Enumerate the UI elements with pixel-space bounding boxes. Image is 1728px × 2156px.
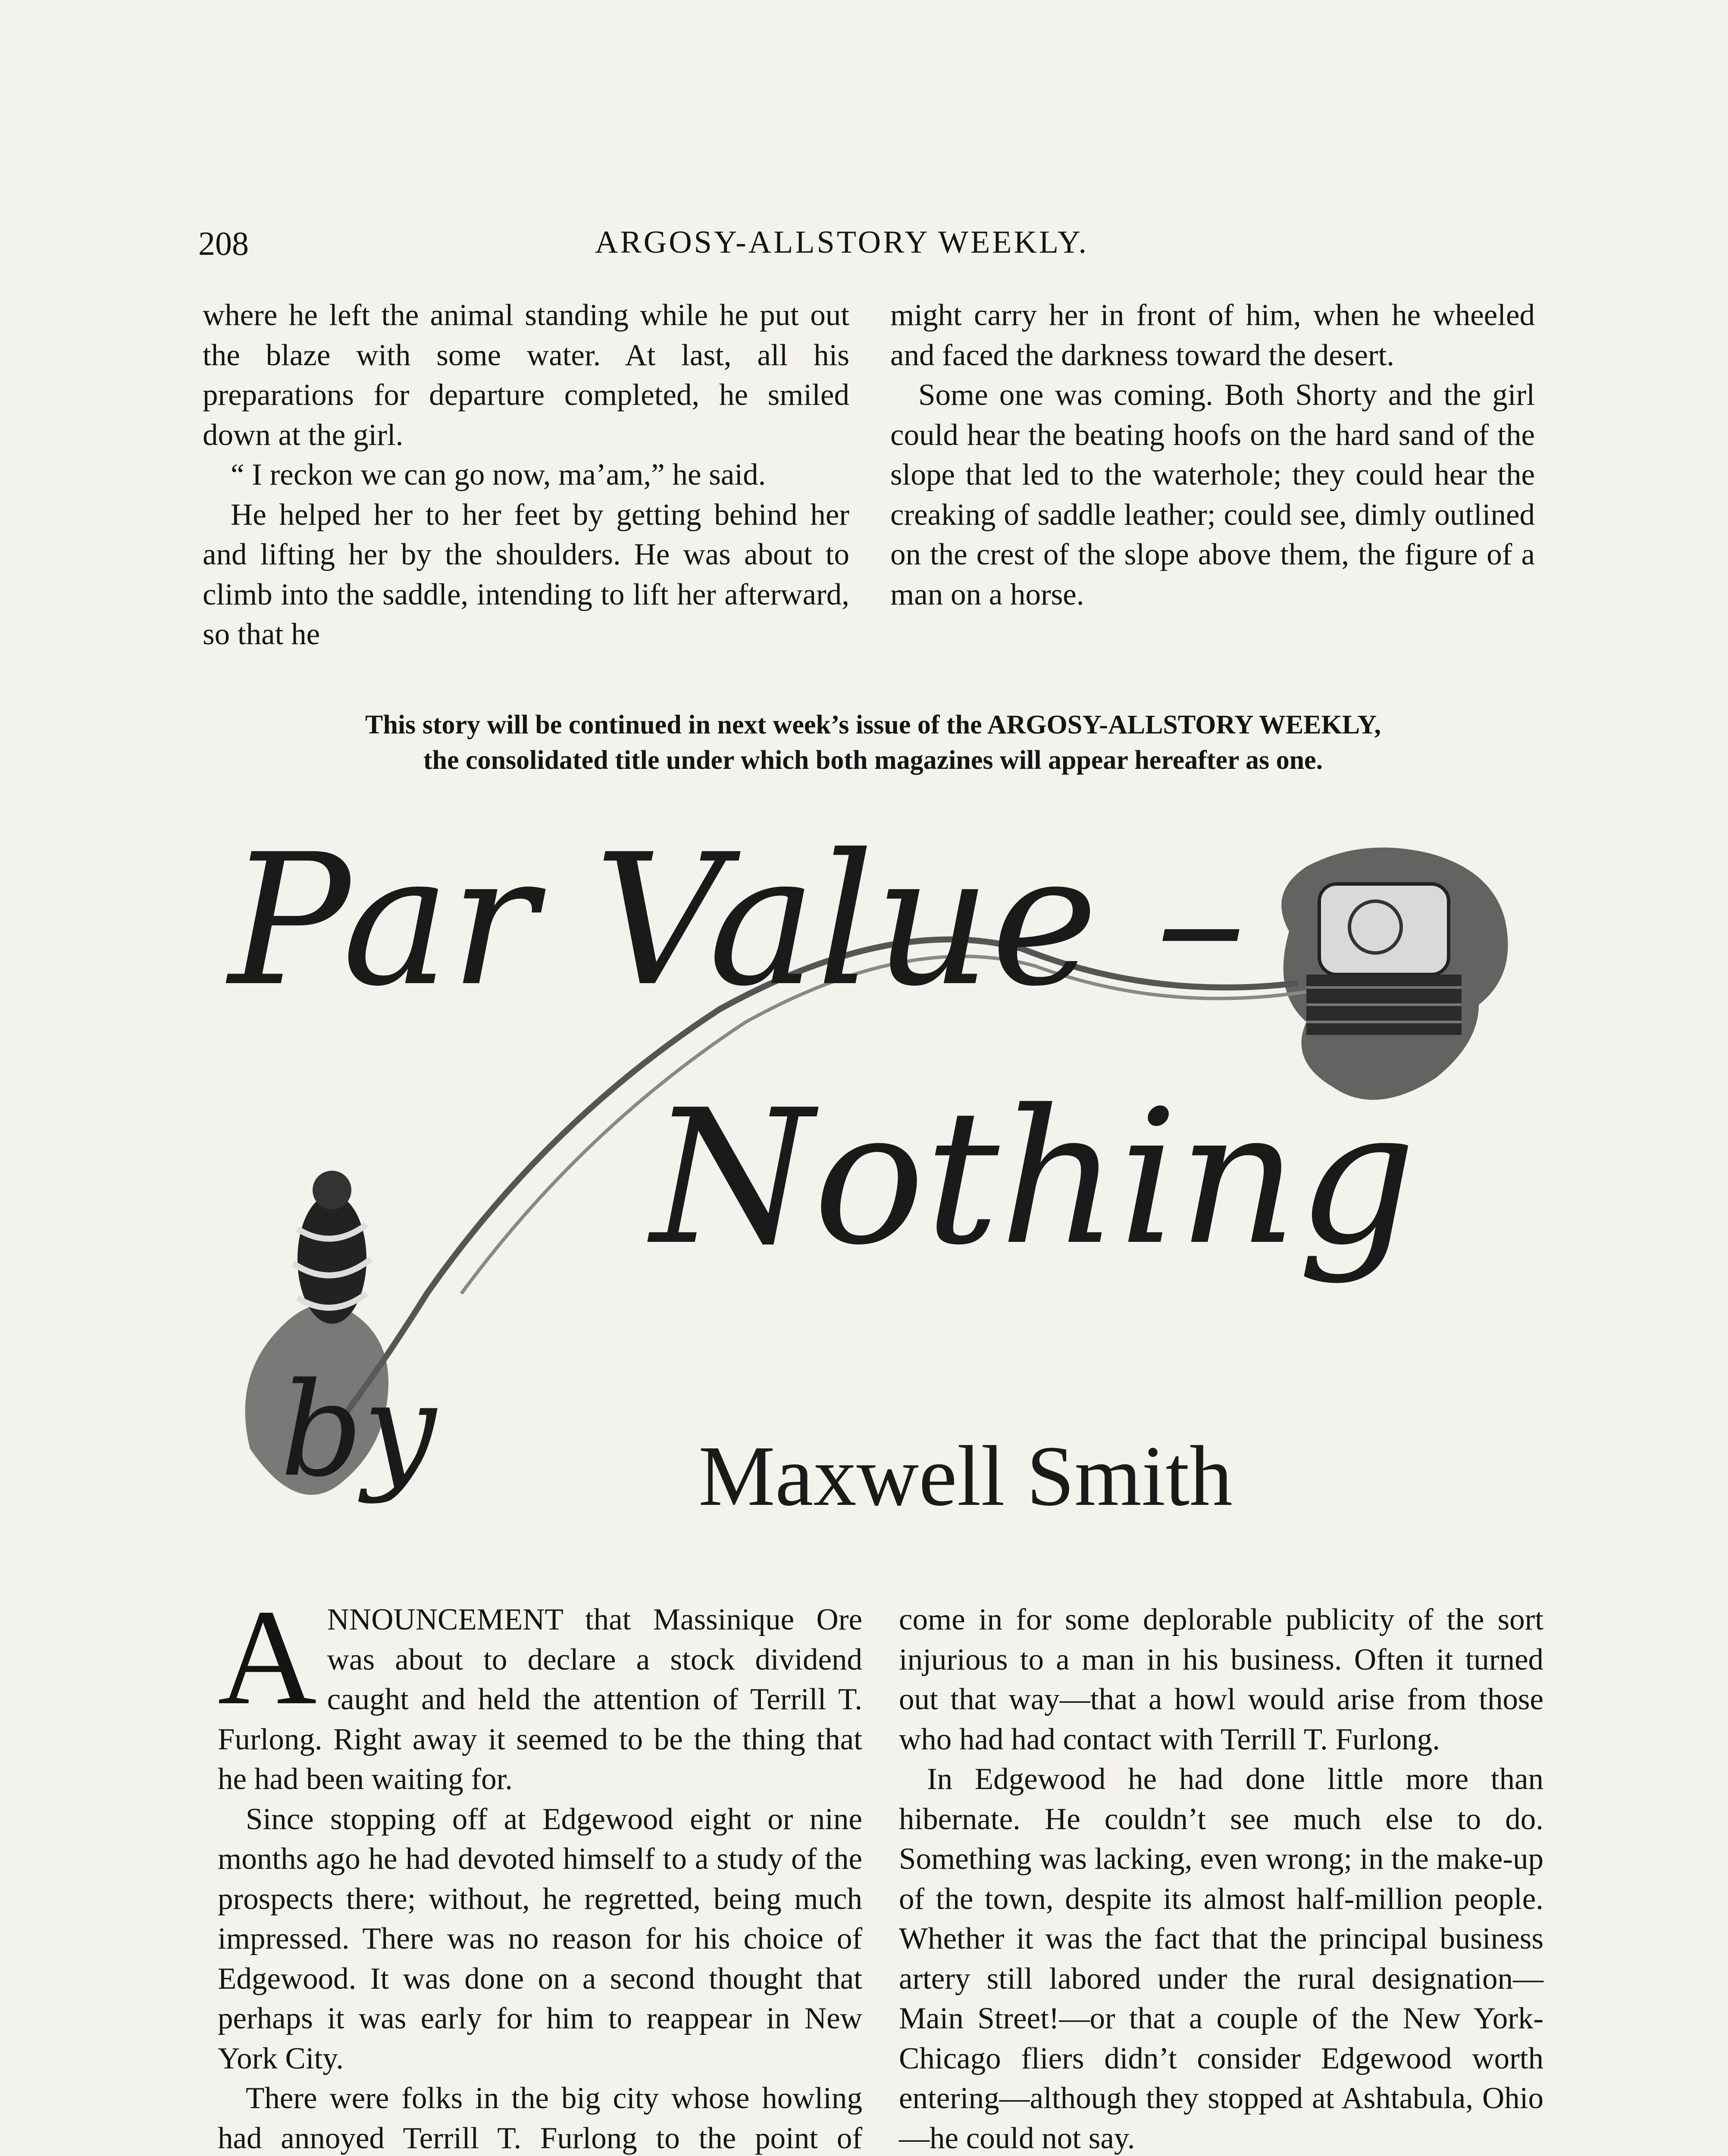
paragraph: “ I reckon we can go now, ma’am,” he said.	[231, 458, 766, 492]
paragraph: In Edgewood he had done little more than hibernate. He couldn’t see much else to do. Something was lacking, even wrong; in the make-up of the town, despite its almost half-million people. Whether it was the fact that the principal business artery still labored under the rural designation—Main Street!—or that a couple of the New York-Chicago fliers didn’t consider Edgewood worth entering—although they stopped at Ashtabula, Ohio—he could not say.	[899, 1762, 1543, 2155]
paragraph: Since stopping off at Edgewood eight or nine months ago he had devoted himself to a study of the prospects there; without, he regretted, being much impressed. There was no reason for his choice of Edgewood. It was done on a second thought that perhaps it was early for him to reappear in New York City.	[218, 1802, 862, 2075]
continued-notice-line: This story will be continued in next week’s issue of the ARGOSY-ALLSTORY WEEKLY,	[365, 710, 1381, 740]
title-line1: Par Value –	[229, 819, 1246, 1026]
page-number: 208	[198, 225, 249, 262]
paragraph: where he left the animal standing while he put out the blaze with some water. At last, all his preparations for departure completed, he smiled down at the girl.	[203, 298, 849, 452]
previous-story-right-column	[890, 295, 1535, 614]
opening-text: NNOUNCEMENT that Massinique Ore was about to declare a stock dividend caught and held the attention of Terrill T. Furlong. Right away it seemed to be the thing that he had been waiting for.	[218, 1603, 862, 1796]
drop-cap: A	[218, 1581, 317, 1733]
story-right-column	[899, 1600, 1543, 2156]
running-title: ARGOSY-ALLSTORY WEEKLY.	[595, 225, 1089, 260]
page-header	[198, 224, 1535, 272]
illustration-art	[203, 819, 1600, 1583]
previous-story-left-column	[203, 295, 849, 655]
byline-by: by	[280, 1355, 436, 1505]
continued-notice	[203, 707, 1543, 778]
title-line2: Nothing	[651, 1070, 1416, 1286]
opening-paragraph	[218, 1581, 862, 1799]
title-illustration	[203, 819, 1600, 1583]
continued-notice-line: the consolidated title under which both magazines will appear hereafter as one.	[423, 746, 1323, 775]
paragraph: There were folks in the big city whose howling had annoyed Terrill T. Furlong to the point of	[218, 2081, 862, 2155]
paragraph: He helped her to her feet by getting behind her and lifting her by the shoulders. He was about to climb into the saddle, intending to lift her afterward, so that he	[203, 498, 849, 651]
paragraph: might carry her in front of him, when he wheeled and faced the darkness toward the desert.	[890, 298, 1535, 372]
paragraph: come in for some deplorable publicity of the sort injurious to a man in his business. Often it turned out that way—that a howl would arise from those who had had contact with Terrill T. Furlong.	[899, 1603, 1543, 1756]
story-left-column	[218, 1581, 862, 2156]
stock-ticker-drawing	[1281, 847, 1508, 1100]
author-name: Maxwell Smith	[698, 1429, 1233, 1524]
paragraph: Some one was coming. Both Shorty and the girl could hear the beating hoofs on the hard sand of the slope that led to the waterhole; they could hear the creaking of saddle leather; could see, dimly outlined on the crest of the slope above them, the figure of a man on a horse.	[890, 378, 1535, 611]
